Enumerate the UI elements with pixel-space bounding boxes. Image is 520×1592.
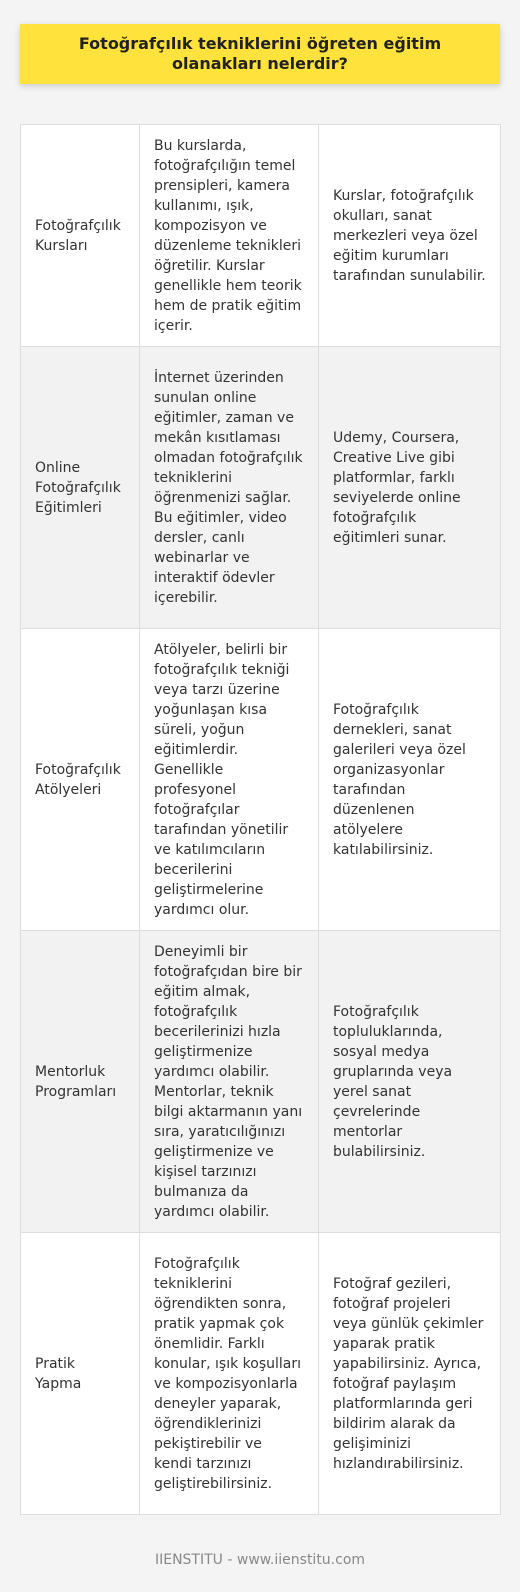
where-cell: Fotoğrafçılık topluluklarında, sosyal medya gruplarında veya yerel sanat çevrelerinde mentorlar bulabilirsiniz.: [319, 931, 501, 1233]
table-row: [21, 1233, 501, 1515]
topic-cell: Pratik Yapma: [21, 1233, 140, 1515]
description-cell: Deneyimli bir fotoğrafçıdan bire bir eğitim almak, fotoğrafçılık becerilerinizi hızla geliştirmenize yardımcı olabilir. Mentorlar, teknik bilgi aktarmanın yanı sıra, yaratıcılığınızı geliştirmenize ve kişisel tarzınızı bulmanıza da yardımcı olabilir.: [140, 931, 319, 1233]
table-row: [21, 347, 501, 629]
table-row: [21, 629, 501, 931]
where-cell: Kurslar, fotoğrafçılık okulları, sanat merkezleri veya özel eğitim kurumları tarafından sunulabilir.: [319, 125, 501, 347]
description-cell: Fotoğrafçılık tekniklerini öğrendikten sonra, pratik yapmak çok önemlidir. Farklı konular, ışık koşulları ve kompozisyonlarla deneyler yaparak, öğrendiklerinizi pekiştirebilir ve kendi tarzınızı geliştirebilirsiniz.: [140, 1233, 319, 1515]
page-title: Fotoğrafçılık tekniklerini öğreten eğitim olanakları nelerdir?: [78, 34, 442, 73]
topic-cell: Mentorluk Programları: [21, 931, 140, 1233]
topic-cell: Online Fotoğrafçılık Eğitimleri: [21, 347, 140, 629]
topic-cell: Fotoğrafçılık Kursları: [21, 125, 140, 347]
title-banner: [20, 24, 500, 84]
info-table: [20, 124, 501, 1515]
description-cell: İnternet üzerinden sunulan online eğitimler, zaman ve mekân kısıtlaması olmadan fotoğrafçılık tekniklerini öğrenmenizi sağlar. Bu eğitimler, video dersler, canlı webinarlar ve interaktif ödevler içerebilir.: [140, 347, 319, 629]
topic-cell: Fotoğrafçılık Atölyeleri: [21, 629, 140, 931]
description-cell: Atölyeler, belirli bir fotoğrafçılık tekniği veya tarzı üzerine yoğunlaşan kısa süreli, yoğun eğitimlerdir. Genellikle profesyonel fotoğrafçılar tarafından yönetilir ve katılımcıların becerilerini geliştirmelerine yardımcı olur.: [140, 629, 319, 931]
where-cell: Fotoğrafçılık dernekleri, sanat galerileri veya özel organizasyonlar tarafından düzenlenen atölyelere katılabilirsiniz.: [319, 629, 501, 931]
where-cell: Fotoğraf gezileri, fotoğraf projeleri veya günlük çekimler yaparak pratik yapabilirsiniz. Ayrıca, fotoğraf paylaşım platformlarında geri bildirim alarak da gelişiminizi hızlandırabilirsiniz.: [319, 1233, 501, 1515]
table-row: [21, 931, 501, 1233]
where-cell: Udemy, Coursera, Creative Live gibi platformlar, farklı seviyelerde online fotoğrafçılık eğitimleri sunar.: [319, 347, 501, 629]
table-row: [21, 125, 501, 347]
footer-credit: IIENSTITU - www.iienstitu.com: [154, 1552, 366, 1568]
description-cell: Bu kurslarda, fotoğrafçılığın temel prensipleri, kamera kullanımı, ışık, kompozisyon ve düzenleme teknikleri öğretilir. Kurslar genellikle hem teorik hem de pratik eğitim içerir.: [140, 125, 319, 347]
